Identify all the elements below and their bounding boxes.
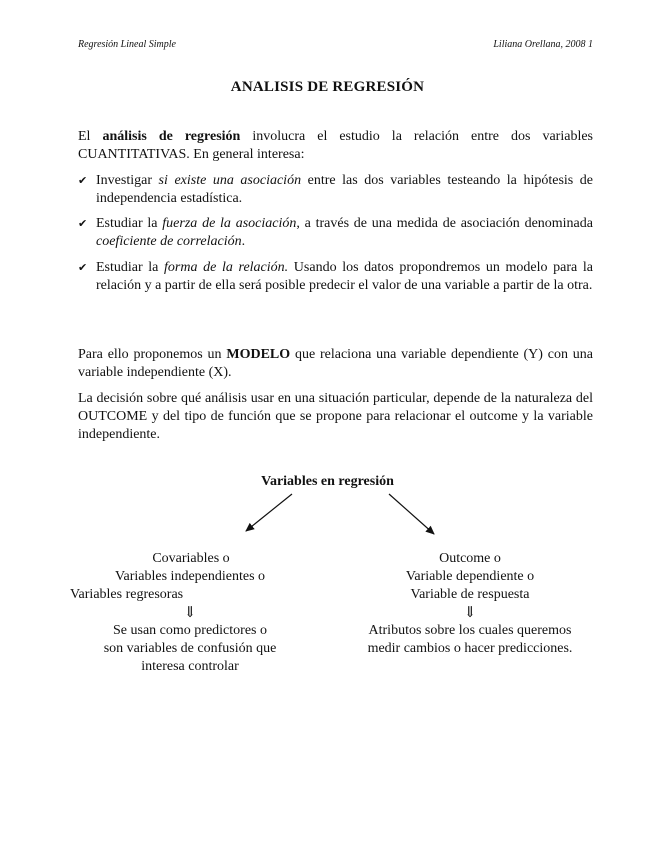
independent-variables-box [70,550,310,676]
left-desc2: son variables de confusión que [103,641,277,656]
left-line1: Covariables o [152,551,230,566]
intro-text-start: El [78,129,103,144]
bullet-text: Estudiar la forma de la relación. Usando los datos propondremos un modelo para la relación y a partir de ella será posible predecir el valor de una variable a partir de la otra. [96,260,593,293]
check-icon: ✔ [78,262,88,274]
right-line1: Outcome o [439,551,501,566]
diagram-title: Variables en regresión [261,474,394,489]
right-desc2: medir cambios o hacer predicciones. [367,641,573,656]
intro-bold: análisis de regresión [102,129,241,144]
left-line2: Variables independientes o [114,569,266,584]
intro-text-rest: involucra el estudio la relación entre dos variables CUANTITATIVAS. En general interesa: [78,129,594,162]
check-icon: ✔ [78,218,88,230]
page-title: ANALISIS DE REGRESIÓN [230,79,425,95]
down-arrow-icon: ⇓ [463,605,477,621]
right-line3: Variable de respuesta [410,587,530,602]
decision-paragraph: La decisión sobre qué análisis usar en una situación particular, depende de la naturaleza del OUTCOME y del tipo de función que se propone para relacionar el outcome y la variable independiente. [78,391,593,442]
left-line3: Variables regresoras [70,587,184,602]
model-bold: MODELO [226,347,291,362]
header-left: Regresión Lineal Simple [78,39,176,50]
left-desc3: interesa controlar [141,659,239,674]
right-line2: Variable dependiente o [405,569,535,584]
right-desc1: Atributos sobre los cuales queremos [368,623,572,638]
down-arrow-icon: ⇓ [183,605,197,621]
model-paragraph: Para ello proponemos un MODELO que relaciona una variable dependiente (Y) con una variable independiente (X). [78,347,593,380]
dependent-variable-box [345,550,595,658]
header-right: Liliana Orellana, 2008 1 [493,39,593,50]
arrow-left [246,494,292,531]
left-desc1: Se usan como predictores o [113,623,267,638]
bullet-text: Investigar si existe una asociación entre las dos variables testeando la hipótesis de independencia estadística. [96,173,593,206]
bullet-text: Estudiar la fuerza de la asociación, a través de una medida de asociación denominada coeficiente de correlación. [96,216,593,249]
arrow-right [389,494,434,534]
check-icon: ✔ [78,175,88,187]
